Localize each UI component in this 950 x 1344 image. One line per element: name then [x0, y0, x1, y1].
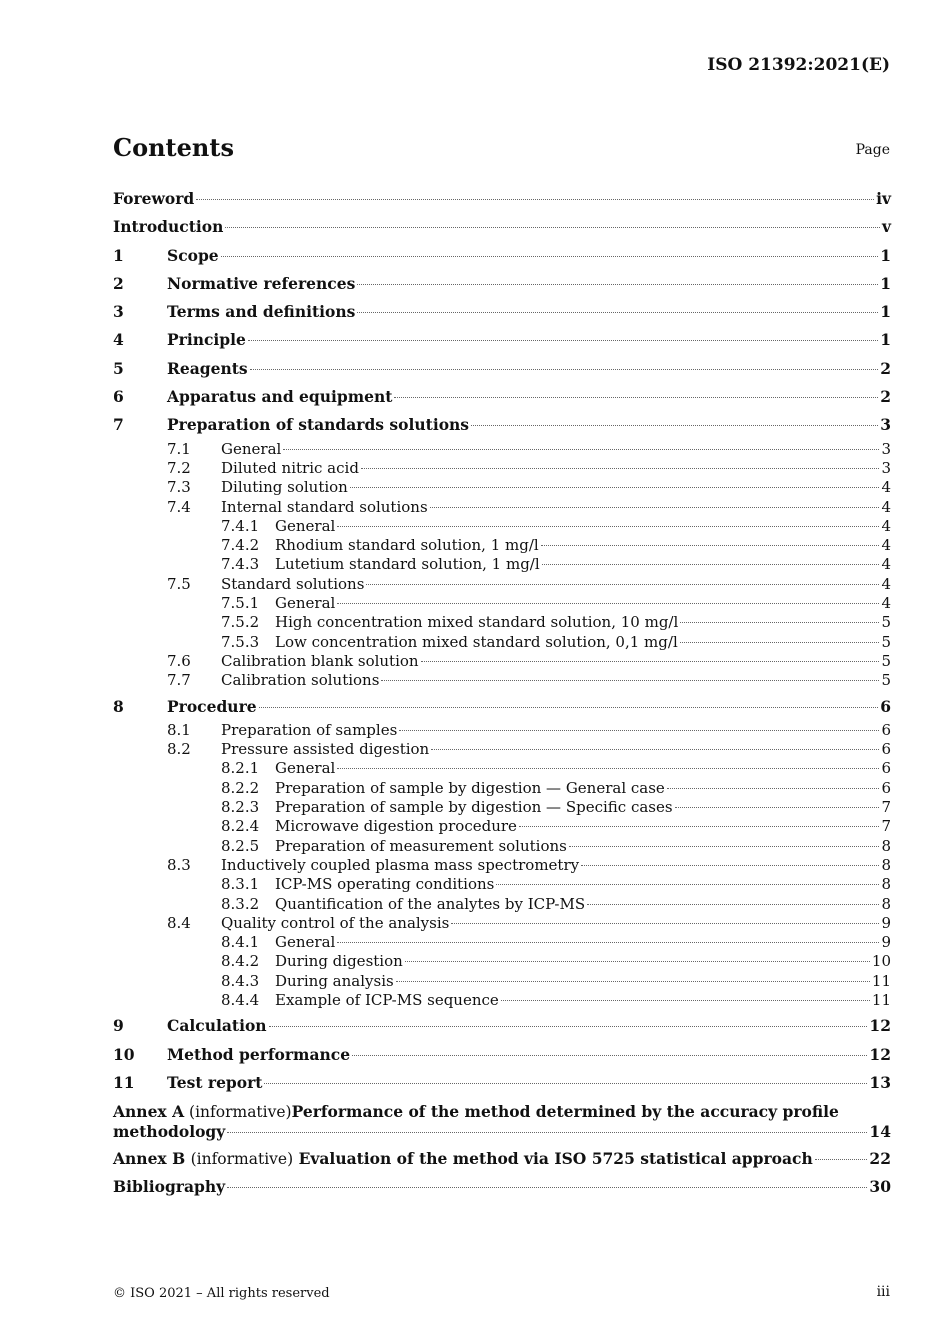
toc-entry-label: Quality control of the analysis — [221, 913, 450, 932]
toc-entry-number: 4 — [113, 330, 124, 350]
dot-leader — [357, 312, 878, 313]
toc-entry-label: General — [275, 933, 336, 952]
toc-entry[interactable] — [113, 740, 891, 759]
toc-entry-number: 8.3 — [167, 855, 191, 874]
dot-leader — [399, 730, 879, 731]
toc-entry-number: 11 — [113, 1072, 135, 1092]
toc-entry-label: Apparatus and equipment — [167, 387, 393, 407]
toc-entry[interactable] — [113, 856, 891, 875]
toc-entry[interactable] — [113, 326, 891, 354]
toc-entry[interactable] — [113, 270, 891, 298]
toc-entry-number: 8.4.2 — [221, 952, 260, 971]
dot-leader — [496, 884, 879, 885]
dot-leader — [361, 468, 880, 469]
footer-copyright: © ISO 2021 – All rights reserved — [113, 1286, 330, 1301]
dot-leader — [227, 1132, 867, 1133]
toc-entry-page: 6 — [881, 759, 891, 778]
toc-entry-label: Procedure — [167, 696, 257, 716]
toc-entry-number: 8.4.3 — [221, 971, 260, 990]
toc-entry-label: Principle — [167, 330, 246, 350]
dot-leader — [541, 545, 880, 546]
toc-entry-page: 8 — [881, 855, 891, 874]
toc-entry-page: 4 — [881, 478, 891, 497]
toc-entry-number: 7.5.1 — [221, 594, 260, 613]
toc-entry-number: 2 — [113, 273, 124, 293]
toc-entry-number: 7.5 — [167, 574, 191, 593]
toc-entry-label: Preparation of sample by digestion — Specific cases — [275, 798, 673, 817]
toc-entry-number: 10 — [113, 1044, 135, 1064]
toc-entry[interactable] — [113, 671, 891, 690]
toc-entry-label: Terms and definitions — [167, 302, 356, 322]
dot-leader — [431, 749, 879, 750]
toc-entry-label: ICP-MS operating conditions — [275, 875, 495, 894]
annex-a-title-line1: Performance of the method determined by the accuracy profile — [291, 1102, 839, 1122]
toc-entry-number: 8.2.1 — [221, 759, 260, 778]
page-title: Contents — [113, 133, 234, 162]
toc-entry-number: 7.3 — [167, 478, 191, 497]
toc-entry-label: Calibration solutions — [221, 671, 380, 690]
dot-leader — [337, 768, 879, 769]
dot-leader — [264, 1083, 867, 1084]
dot-leader — [196, 199, 874, 200]
toc-entry-page: 1 — [880, 330, 891, 350]
dot-leader — [366, 584, 879, 585]
table-of-contents — [113, 185, 891, 1202]
toc-entry-page: 13 — [869, 1072, 891, 1092]
bibliography-label: Bibliography — [113, 1177, 226, 1197]
toc-entry-page: 8 — [881, 894, 891, 913]
toc-entry-number: 8.4.4 — [221, 990, 260, 1009]
toc-entry-number: 7.4.2 — [221, 536, 260, 555]
toc-entry-label: General — [275, 594, 336, 613]
dot-leader — [430, 507, 880, 508]
toc-entry[interactable] — [113, 817, 891, 836]
dot-leader — [350, 487, 880, 488]
toc-entry-label: Foreword — [113, 189, 195, 208]
toc-entry-label: Diluted nitric acid — [221, 458, 359, 477]
toc-entry-number: 8 — [113, 696, 124, 716]
toc-entry-page: 8 — [881, 836, 891, 855]
toc-entry[interactable] — [113, 693, 891, 721]
toc-entry-number: 7.5.2 — [221, 613, 260, 632]
toc-entry-page: 5 — [881, 613, 891, 632]
dot-leader — [542, 564, 880, 565]
toc-entry-page: 3 — [881, 458, 891, 477]
dot-leader — [680, 642, 880, 643]
toc-entry-page: iv — [876, 189, 891, 208]
toc-entry-page: 12 — [869, 1016, 891, 1036]
toc-entry-number: 5 — [113, 358, 124, 378]
toc-entry-bibliography[interactable] — [113, 1173, 891, 1201]
toc-entry[interactable] — [113, 242, 891, 270]
dot-leader — [587, 904, 879, 905]
toc-entry-label: Preparation of measurement solutions — [275, 836, 567, 855]
toc-entry-page: 4 — [881, 516, 891, 535]
toc-entry-page: 8 — [881, 875, 891, 894]
toc-entry-label: Microwave digestion procedure — [275, 817, 517, 836]
toc-entry-number: 8.2.4 — [221, 817, 260, 836]
toc-entry[interactable] — [113, 1069, 891, 1097]
toc-entry-page: 4 — [881, 497, 891, 516]
toc-entry-page: 1 — [880, 302, 891, 322]
annex-b-title: Evaluation of the method via ISO 5725 statistical approach — [298, 1149, 813, 1169]
dot-leader — [269, 1026, 868, 1027]
toc-entry-label: Normative references — [167, 273, 356, 293]
toc-entry-page: 2 — [880, 358, 891, 378]
toc-entry[interactable] — [113, 779, 891, 798]
toc-entry-number: 6 — [113, 387, 124, 407]
toc-entry-number: 8.4 — [167, 913, 191, 932]
toc-entries — [113, 185, 891, 1097]
annex-a-title-line2: methodology — [113, 1122, 226, 1142]
toc-entry-label: Internal standard solutions — [221, 497, 428, 516]
toc-entry-label: Method performance — [167, 1044, 351, 1064]
toc-entry-number: 7.1 — [167, 439, 191, 458]
toc-entry-number: 7.4.3 — [221, 555, 260, 574]
dot-leader — [680, 622, 879, 623]
toc-entry[interactable] — [113, 613, 891, 632]
toc-entry[interactable] — [113, 933, 891, 952]
toc-entry-page: 3 — [880, 415, 891, 435]
dot-leader — [225, 227, 880, 228]
toc-entry-label: Scope — [167, 245, 219, 265]
dot-leader — [405, 961, 870, 962]
dot-leader — [394, 397, 878, 398]
toc-entry[interactable] — [113, 1041, 891, 1069]
annex-b-kind: (informative) — [190, 1150, 294, 1169]
toc-entry-number: 8.2.3 — [221, 798, 260, 817]
footer-page-number: iii — [876, 1284, 890, 1300]
dot-leader — [357, 284, 878, 285]
toc-entry-number: 8.2.2 — [221, 778, 260, 797]
toc-entry[interactable] — [113, 952, 891, 971]
toc-entry-page: 4 — [881, 574, 891, 593]
toc-entry-label: Quantification of the analytes by ICP-MS — [275, 894, 586, 913]
toc-entry-page: 12 — [869, 1044, 891, 1064]
dot-leader — [451, 923, 879, 924]
toc-entry-number: 7 — [113, 415, 124, 435]
toc-entry[interactable] — [113, 991, 891, 1010]
annex-a-kind: (informative) — [189, 1103, 292, 1122]
toc-entry-page: 6 — [881, 720, 891, 739]
toc-entry-number: 8.3.2 — [221, 894, 260, 913]
toc-entry-label: General — [221, 439, 282, 458]
toc-entry-label: Diluting solution — [221, 478, 348, 497]
dot-leader — [221, 256, 879, 257]
toc-entry-number: 3 — [113, 302, 124, 322]
toc-entry[interactable] — [113, 721, 891, 740]
toc-entry[interactable] — [113, 594, 891, 613]
toc-entry-number: 7.2 — [167, 458, 191, 477]
toc-entry-page: 6 — [880, 696, 891, 716]
toc-entry-number: 8.4.1 — [221, 933, 260, 952]
toc-entry-label: Calculation — [167, 1016, 267, 1036]
toc-entry[interactable] — [113, 355, 891, 383]
dot-leader — [675, 807, 880, 808]
toc-entry-number: 1 — [113, 245, 124, 265]
toc-entry-label: During analysis — [275, 971, 394, 990]
toc-entry-label: High concentration mixed standard solution, 10 mg/l — [275, 613, 679, 632]
dot-leader — [352, 1055, 867, 1056]
dot-leader — [501, 1000, 870, 1001]
toc-entry-page: 11 — [871, 990, 891, 1009]
toc-entry-page: 1 — [880, 245, 891, 265]
annex-b-page: 22 — [869, 1149, 891, 1169]
toc-entry-number: 7.4 — [167, 497, 191, 516]
toc-entry-page: 10 — [871, 952, 891, 971]
toc-entry-number: 7.5.3 — [221, 632, 260, 651]
toc-entry-page: 2 — [880, 387, 891, 407]
dot-leader — [337, 603, 879, 604]
dot-leader — [569, 846, 880, 847]
toc-entry-page: 6 — [881, 740, 891, 759]
dot-leader — [815, 1159, 868, 1160]
toc-entry[interactable] — [113, 478, 891, 497]
toc-entry-label: Preparation of standards solutions — [167, 415, 470, 435]
toc-entry-page: 5 — [881, 632, 891, 651]
toc-entry-label: Example of ICP-MS sequence — [275, 990, 499, 1009]
toc-entry-label: During digestion — [275, 952, 403, 971]
toc-entry-page: 3 — [881, 439, 891, 458]
toc-entry[interactable] — [113, 798, 891, 817]
toc-entry-number: 8.3.1 — [221, 875, 260, 894]
toc-entry-number: 7.7 — [167, 671, 191, 690]
toc-entry-label: Preparation of sample by digestion — General case — [275, 778, 665, 797]
toc-entry[interactable] — [113, 837, 891, 856]
dot-leader — [396, 981, 870, 982]
toc-entry[interactable] — [113, 459, 891, 478]
toc-entry[interactable] — [113, 555, 891, 574]
toc-entry-label: Rhodium standard solution, 1 mg/l — [275, 536, 539, 555]
dot-leader — [667, 788, 880, 789]
toc-entry-label: Pressure assisted digestion — [221, 740, 430, 759]
dot-leader — [250, 369, 879, 370]
toc-entry[interactable] — [113, 536, 891, 555]
toc-entry-label: Introduction — [113, 217, 224, 237]
toc-entry[interactable] — [113, 575, 891, 594]
toc-entry-label: Inductively coupled plasma mass spectrometry — [221, 855, 580, 874]
toc-entry-label: Calibration blank solution — [221, 651, 419, 670]
dot-leader — [519, 826, 880, 827]
annex-b-prefix: Annex B — [113, 1149, 186, 1169]
toc-entry-page: 9 — [881, 913, 891, 932]
toc-entry-label: Low concentration mixed standard solution, 0,1 mg/l — [275, 632, 678, 651]
toc-entry[interactable] — [113, 440, 891, 459]
toc-entry-number: 7.4.1 — [221, 516, 260, 535]
toc-entry[interactable] — [113, 652, 891, 671]
toc-entry-number: 8.2 — [167, 740, 191, 759]
toc-entry[interactable] — [113, 914, 891, 933]
toc-entry[interactable] — [113, 298, 891, 326]
toc-entry-page: 5 — [881, 671, 891, 690]
toc-entry[interactable] — [113, 498, 891, 517]
toc-entry[interactable] — [113, 1012, 891, 1040]
toc-entry-annex-b[interactable] — [113, 1145, 891, 1173]
toc-entry-page: v — [881, 217, 891, 237]
toc-entry-page: 4 — [881, 594, 891, 613]
toc-entry-page: 11 — [871, 971, 891, 990]
toc-entry[interactable] — [113, 759, 891, 778]
annex-a-prefix: Annex A — [113, 1102, 185, 1122]
toc-entry-number: 8.2.5 — [221, 836, 260, 855]
toc-entry-label: General — [275, 759, 336, 778]
dot-leader — [283, 449, 879, 450]
toc-entry[interactable] — [113, 875, 891, 894]
toc-entry-number: 7.6 — [167, 651, 191, 670]
toc-entry-label: Test report — [167, 1072, 263, 1092]
toc-entry-page: 9 — [881, 933, 891, 952]
dot-leader — [581, 865, 879, 866]
toc-entry[interactable] — [113, 972, 891, 991]
toc-entry[interactable] — [113, 213, 891, 241]
toc-entry-label: Reagents — [167, 358, 248, 378]
toc-entry[interactable] — [113, 411, 891, 439]
dot-leader — [381, 680, 879, 681]
toc-entry-page: 7 — [881, 817, 891, 836]
dot-leader — [227, 1187, 867, 1188]
dot-leader — [337, 526, 879, 527]
toc-entry-label: Preparation of samples — [221, 720, 398, 739]
toc-entry-label: Lutetium standard solution, 1 mg/l — [275, 555, 540, 574]
page-column-label: Page — [855, 142, 890, 158]
toc-entry-page: 4 — [881, 536, 891, 555]
toc-entry[interactable] — [113, 633, 891, 652]
bibliography-page: 30 — [869, 1177, 891, 1197]
dot-leader — [471, 425, 878, 426]
toc-entry-number: 8.1 — [167, 720, 191, 739]
toc-entry-page: 7 — [881, 798, 891, 817]
toc-entry[interactable] — [113, 185, 891, 213]
toc-entry-page: 1 — [880, 273, 891, 293]
annex-a-page: 14 — [869, 1122, 891, 1142]
dot-leader — [421, 661, 880, 662]
dot-leader — [259, 707, 879, 708]
document-id: ISO 21392:2021(E) — [707, 55, 890, 75]
toc-entry-page: 4 — [881, 555, 891, 574]
toc-entry-annex-a[interactable] — [113, 1097, 891, 1142]
toc-entry[interactable] — [113, 517, 891, 536]
toc-entry-page: 6 — [881, 778, 891, 797]
dot-leader — [248, 340, 878, 341]
toc-entry-number: 9 — [113, 1016, 124, 1036]
dot-leader — [337, 942, 879, 943]
toc-entry[interactable] — [113, 383, 891, 411]
toc-entry-page: 5 — [881, 651, 891, 670]
toc-entry[interactable] — [113, 895, 891, 914]
toc-entry-label: Standard solutions — [221, 574, 365, 593]
toc-entry-label: General — [275, 516, 336, 535]
